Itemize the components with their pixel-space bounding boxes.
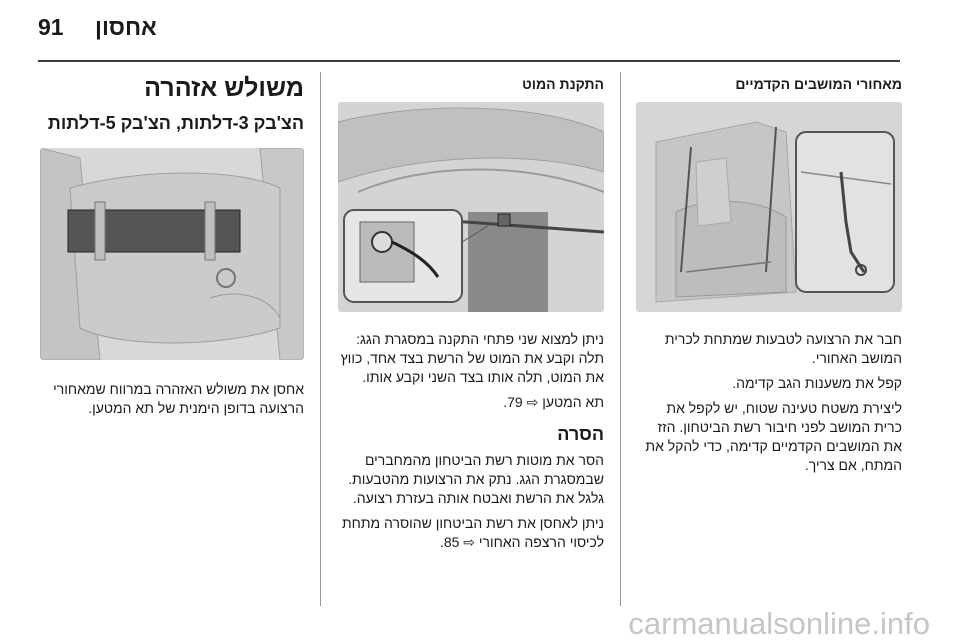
column-divider-left <box>320 72 321 606</box>
column-rod-installation <box>338 72 604 558</box>
page-title: אחסון <box>95 14 157 40</box>
figure-warning-triangle-storage <box>40 148 304 360</box>
section-heading-removal: הסרה <box>557 424 604 444</box>
header-rule <box>38 60 900 62</box>
subheading-hatchback-variants: הצ'בק 3-דלתות, הצ'בק 5-דלתות <box>47 113 304 133</box>
figure-rear-seat-strap <box>636 102 902 312</box>
paragraph: ניתן למצוא שני פתחי התקנה במסגרת הגג: תלה וקבע את המוט של הרשת בצד אחד, כווץ את המוט, תלה אותו בצד השני וקבע אותו. <box>340 331 604 385</box>
section-heading-rear-seats: מאחורי המושבים הקדמיים <box>735 76 902 92</box>
page-number: 91 <box>38 14 64 40</box>
paragraph: ליצירת משטח טעינה שטוח, יש לקפל את כרית המושב לפני חיבור רשת הביטחון. הזז את המושבים הקדמיים קדימה, כדי להקל את המתח, אם צריך. <box>645 400 902 473</box>
paragraph: חבר את הרצועה לטבעות שמתחת לכרית המושב האחורי. <box>664 331 902 366</box>
column-warning-triangle <box>40 72 304 424</box>
paragraph: הסר את מוטות רשת הביטחון מהמחברים שבמסגרת הגג. נתק את הרצועות מהטבעות. גלגל את הרשת ואבטח אותה בעזרת רצועה. <box>348 452 604 506</box>
figure-rod-mounting <box>338 102 604 312</box>
paragraph: ניתן לאחסן את רשת הביטחון שהוסרה מתחת לכיסוי הרצפה האחורי ⇨ 85. <box>341 515 604 550</box>
column-divider-right <box>620 72 621 606</box>
paragraph: קפל את משענות הגב קדימה. <box>732 375 902 391</box>
section-heading-rod-installation: התקנת המוט <box>522 76 604 92</box>
section-heading-warning-triangle: משולש אזהרה <box>144 74 304 102</box>
page-reference: תא המטען ⇨ 79. <box>503 394 604 410</box>
watermark: carmanualsonline.info <box>628 606 930 641</box>
paragraph: אחסן את משולש האזהרה במרווח שמאחורי הרצועה בדופן הימנית של תא המטען. <box>53 381 304 416</box>
column-rear-seats <box>636 72 902 481</box>
